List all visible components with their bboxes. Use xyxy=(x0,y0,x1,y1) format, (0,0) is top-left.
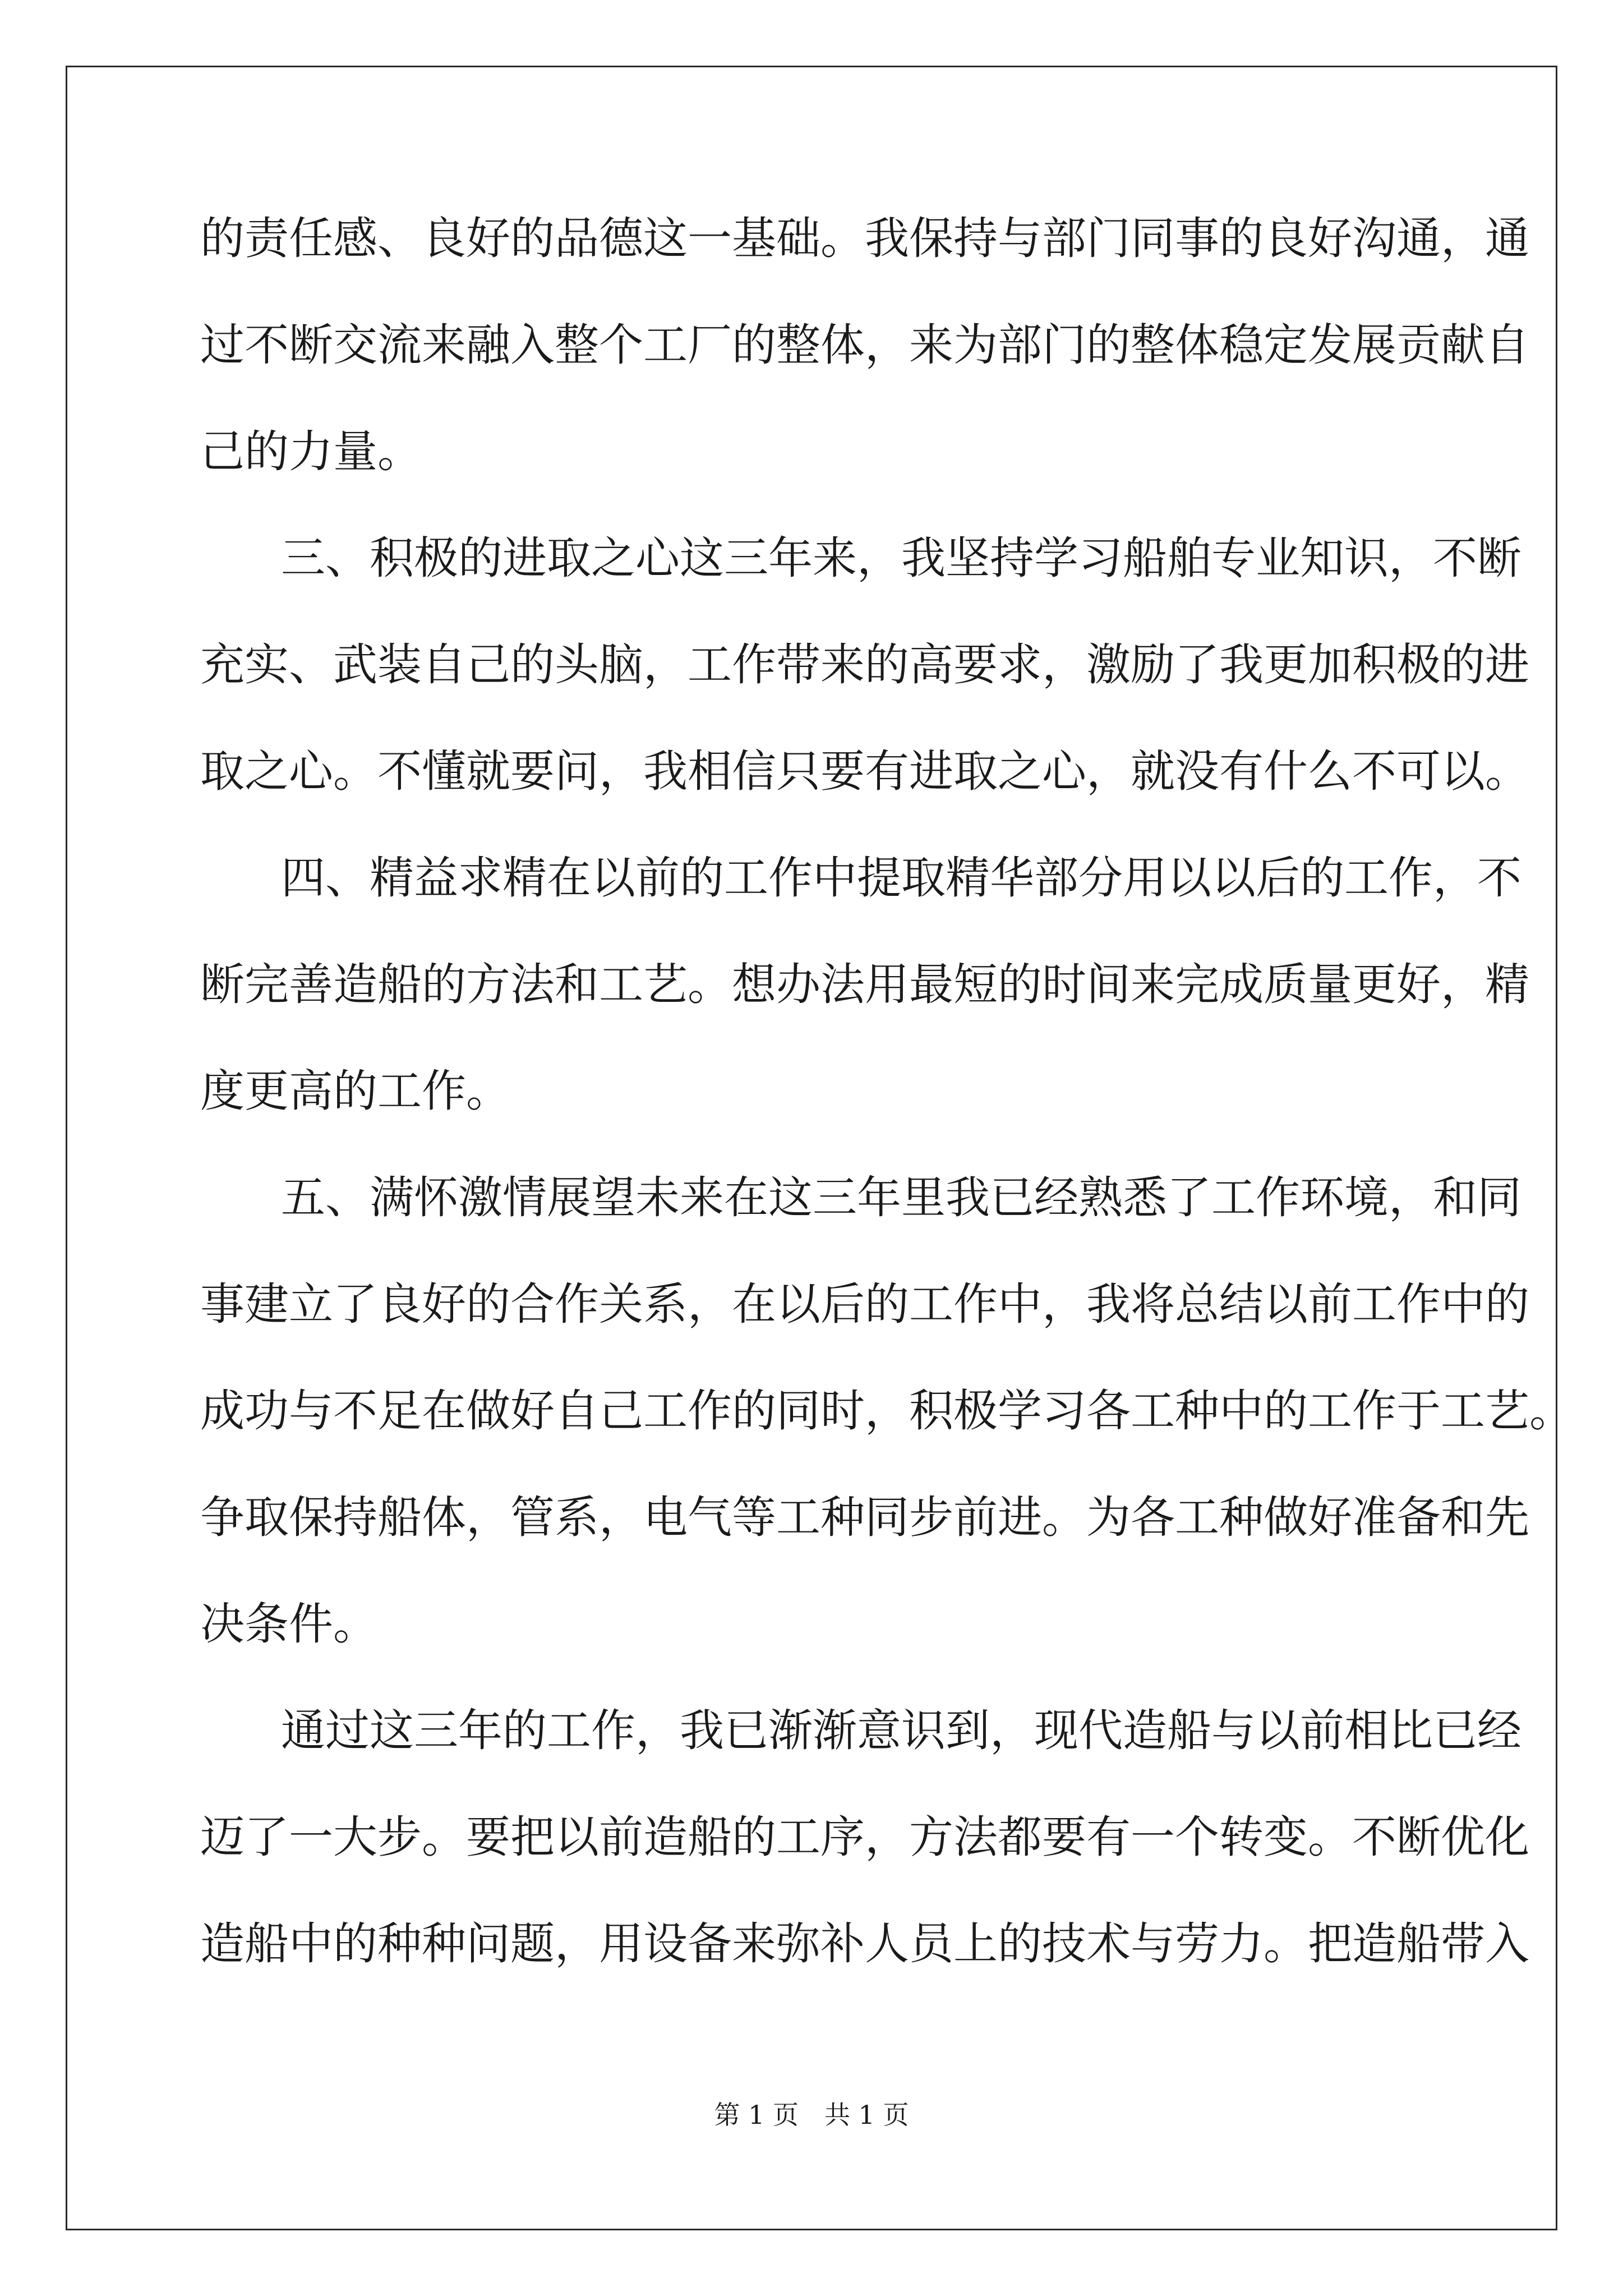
text-line: 断完善造船的方法和工艺。想办法用最短的时间来完成质量更好，精 xyxy=(200,959,1529,1010)
text-line: 事建立了良好的合作关系，在以后的工作中，我将总结以前工作中的 xyxy=(200,1278,1529,1330)
text-line: 充实、武装自己的头脑，工作带来的高要求，激励了我更加积极的进 xyxy=(200,639,1529,691)
text-line: 己的力量。 xyxy=(200,426,422,477)
text-line: 争取保持船体，管系，电气等工种同步前进。为各工种做好准备和先 xyxy=(200,1492,1529,1543)
paragraph-heading-line: 三、积极的进取之心这三年来，我坚持学习船舶专业知识，不断 xyxy=(281,532,1521,584)
page-footer: 第 1 页 共 1 页 xyxy=(714,2100,909,2130)
text-line: 取之心。不懂就要问，我相信只要有进取之心，就没有什么不可以。 xyxy=(200,746,1529,797)
text-line: 决条件。 xyxy=(200,1598,377,1650)
paragraph-first-line: 通过这三年的工作，我已渐渐意识到，现代造船与以前相比已经 xyxy=(281,1705,1521,1756)
text-line: 迈了一大步。要把以前造船的工序，方法都要有一个转变。不断优化 xyxy=(200,1811,1529,1863)
text-line: 造船中的种种问题，用设备来弥补人员上的技术与劳力。把造船带入 xyxy=(200,1918,1529,1970)
paragraph-heading-line: 四、精益求精在以前的工作中提取精华部分用以以后的工作，不 xyxy=(281,852,1521,904)
text-line: 的责任感、良好的品德这一基础。我保持与部门同事的良好沟通，通 xyxy=(200,213,1529,264)
paragraph-heading-line: 五、满怀激情展望未来在这三年里我已经熟悉了工作环境，和同 xyxy=(281,1172,1521,1223)
text-line: 成功与不足在做好自己工作的同时，积极学习各工种中的工作于工艺。 xyxy=(200,1385,1574,1437)
document-body xyxy=(200,208,1574,2019)
text-line: 度更高的工作。 xyxy=(200,1065,510,1117)
text-line: 过不断交流来融入整个工厂的整体，来为部门的整体稳定发展贡献自 xyxy=(200,319,1529,371)
